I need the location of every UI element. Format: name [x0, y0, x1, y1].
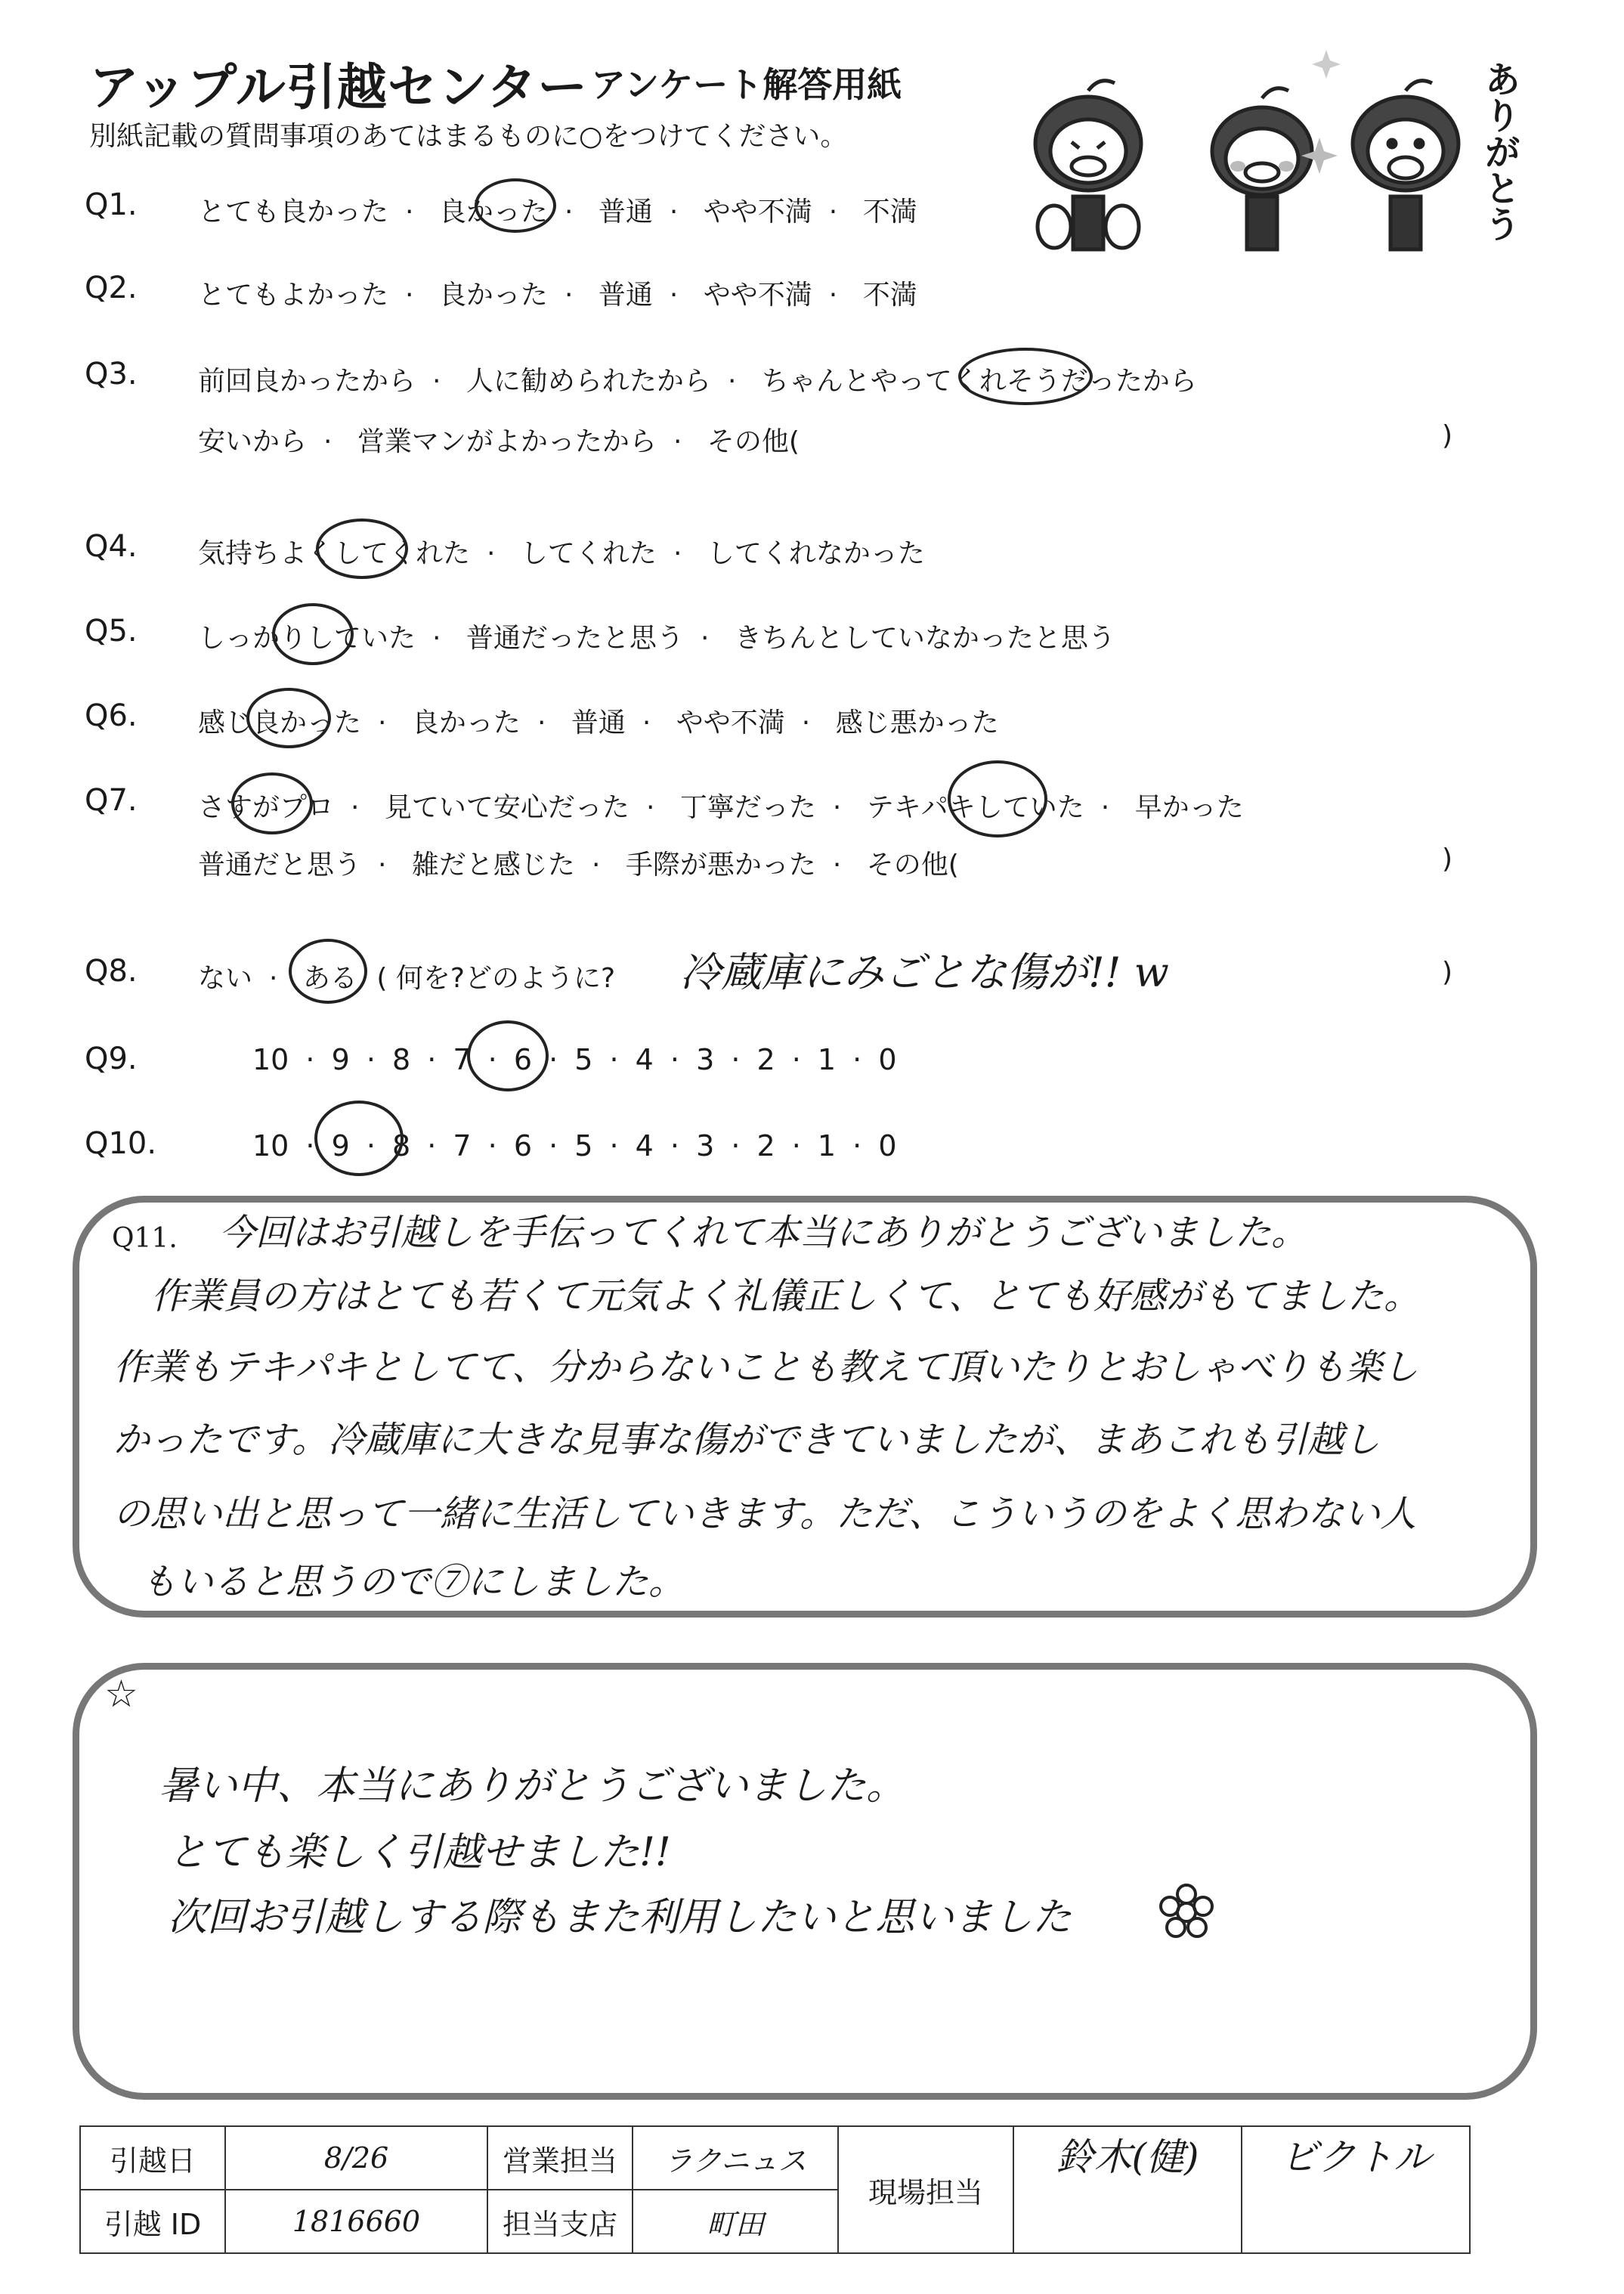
form-subtitle: アンケート解答用紙 — [591, 64, 902, 105]
q2-options: とてもよかった · 良かった · 普通 · やや不満 · 不満 — [198, 274, 917, 312]
q11-line: の思い出と思って一緒に生活していきます。ただ、こういうのをよく思わない人 — [113, 1493, 1417, 1535]
star-comment-box[interactable] — [73, 1663, 1537, 2100]
q9-label: Q9. — [85, 1042, 138, 1076]
q3-options-line1: 前回良かったから · 人に勧められたから · ちゃんとやってくれそうだったから — [198, 360, 1197, 398]
q10-scale[interactable]: 10 · 9 · 8 · 7 · 6 · 5 · 4 · 3 · 2 · 1 · 0 — [252, 1129, 897, 1162]
q6-selection-circle — [246, 688, 331, 748]
q8-option[interactable]: ない — [198, 963, 253, 994]
branch-label: 担当支店 — [487, 2190, 633, 2253]
q6-option[interactable]: 感じ良かった — [198, 707, 362, 738]
q1-label: Q1. — [85, 187, 138, 222]
q7-options-line1: さすがプロ · 見ていて安心だった · 丁寧だった · テキパキしていた · 早かった — [198, 786, 1244, 825]
q5-option[interactable]: きちんとしていなかったと思う — [734, 623, 1115, 654]
sales-value[interactable]: ラクニュス — [633, 2126, 838, 2190]
q7-option[interactable]: 早かった — [1134, 792, 1244, 823]
sparkle-icon — [1312, 50, 1341, 79]
q8-selection-circle — [289, 939, 367, 1004]
q4-options: 気持ちよくしてくれた · してくれた · してくれなかった — [198, 532, 925, 571]
q1-options: とても良かった · 良かった · 普通 · やや不満 · 不満 — [198, 190, 917, 229]
star-icon: ☆ — [104, 1672, 138, 1716]
q1-option[interactable]: やや不満 — [703, 197, 812, 228]
q1-selection-circle — [475, 178, 556, 233]
q3-option[interactable]: その他( — [707, 426, 800, 457]
q2-option[interactable]: 普通 — [598, 280, 653, 311]
q3-option[interactable]: 人に勧められたから — [466, 366, 711, 397]
q3-paren: ) — [1442, 420, 1453, 451]
q8-paren: ) — [1442, 957, 1453, 988]
q3-options-line2: 安いから · 営業マンがよかったから · その他( — [198, 420, 800, 459]
branch-value[interactable]: 町田 — [633, 2190, 838, 2253]
q2-option[interactable]: 不満 — [862, 280, 917, 311]
monkey-icon — [1212, 88, 1312, 249]
q7-option[interactable]: 手際が悪かった — [625, 850, 816, 881]
q6-label: Q6. — [85, 698, 138, 733]
q3-option[interactable]: 安いから — [198, 426, 308, 457]
q4-label: Q4. — [85, 529, 138, 564]
q4-selection-circle — [316, 519, 408, 579]
q7-paren: ) — [1442, 844, 1453, 875]
q11-line: 作業員の方はとても若くて元気よく礼儀正しくて、とても好感がもてました。 — [151, 1275, 1421, 1317]
q7-selection-circle — [948, 760, 1047, 837]
star-line: 次回お引越しする際もまた利用したいと思いました — [168, 1895, 1072, 1940]
q7-option[interactable]: 見ていて安心だった — [384, 792, 629, 823]
q4-option[interactable]: してくれた — [520, 538, 657, 569]
q11-line: かったです。冷蔵庫に大きな見事な傷ができていましたが、まあこれも引越し — [113, 1419, 1381, 1461]
q2-option[interactable]: とてもよかった — [198, 280, 389, 311]
form-instruction: 別紙記載の質問事項のあてはまるものに○をつけてください。 — [89, 121, 848, 152]
move-date-label: 引越日 — [80, 2126, 225, 2190]
star-line: とても楽しく引越せました!! — [168, 1830, 671, 1875]
q1-option[interactable]: 普通 — [598, 197, 653, 228]
q3-option[interactable]: 前回良かったから — [198, 366, 416, 397]
q10-selection-circle — [314, 1101, 404, 1176]
move-date-value[interactable]: 8/26 — [225, 2126, 487, 2190]
star-line: 暑い中、本当にありがとうございました。 — [159, 1763, 906, 1809]
monkey-icon — [1035, 81, 1141, 249]
q2-option[interactable]: やや不満 — [703, 280, 812, 311]
q1-option[interactable]: 良かった — [438, 197, 548, 228]
q5-option[interactable]: 普通だったと思う — [466, 623, 684, 654]
monkey-icon — [1353, 81, 1459, 249]
q8-options: ない · ある ( 何を?どのように? — [198, 957, 615, 995]
move-id-label: 引越 ID — [80, 2190, 225, 2253]
q8-label: Q8. — [85, 954, 138, 989]
q7-option[interactable]: テキパキしていた — [866, 792, 1084, 823]
q3-label: Q3. — [85, 357, 138, 392]
q7-options-line2: 普通だと思う · 雑だと感じた · 手際が悪かった · その他( — [198, 844, 959, 882]
q11-label: Q11. — [112, 1223, 178, 1254]
q7-option[interactable]: 丁寧だった — [679, 792, 816, 823]
q7-label: Q7. — [85, 783, 138, 818]
q7-selection-circle — [231, 772, 313, 834]
thanks-badge: ありがとう — [1478, 60, 1520, 242]
mascot-illustration — [990, 45, 1534, 265]
site-staff-2[interactable]: ビクトル — [1242, 2126, 1470, 2253]
q8-answer[interactable]: 冷蔵庫にみごとな傷が!! w — [680, 949, 1169, 996]
q5-selection-circle — [272, 603, 354, 665]
q1-option[interactable]: とても良かった — [198, 197, 389, 228]
q7-option[interactable]: さすがプロ — [198, 792, 335, 823]
q6-option[interactable]: 普通 — [571, 707, 626, 738]
q2-label: Q2. — [85, 271, 138, 305]
q11-line: もいると思うので⑦にしました。 — [141, 1561, 685, 1603]
q2-option[interactable]: 良かった — [438, 280, 548, 311]
site-label: 現場担当 — [838, 2126, 1013, 2253]
q10-label: Q10. — [85, 1126, 157, 1161]
form-title: アップル引越センター — [89, 58, 589, 116]
q5-option[interactable]: しっかりしていた — [198, 623, 416, 654]
q4-option[interactable]: してくれなかった — [707, 538, 925, 569]
move-id-value[interactable]: 1816660 — [225, 2190, 487, 2253]
q7-option[interactable]: その他( — [866, 850, 959, 881]
q11-line: 作業もテキパキとしてて、分からないことも教えて頂いたりとおしゃべりも楽し — [113, 1346, 1419, 1388]
q8-option[interactable]: ある — [302, 963, 357, 994]
q3-option[interactable]: ちゃんとやってくれそうだったから — [761, 366, 1197, 397]
q11-line: 今回はお引越しを手伝ってくれて本当にありがとうございました。 — [219, 1212, 1308, 1254]
q6-option[interactable]: 良かった — [411, 707, 521, 738]
q9-scale[interactable]: 10 · 9 · 8 · 7 · 6 · 5 · 4 · 3 · 2 · 1 · 0 — [252, 1043, 897, 1076]
q3-selection-circle — [958, 348, 1093, 405]
q6-options: 感じ良かった · 良かった · 普通 · やや不満 · 感じ悪かった — [198, 701, 999, 740]
q9-selection-circle — [467, 1020, 549, 1091]
q5-label: Q5. — [85, 614, 138, 649]
flower-icon — [1156, 1882, 1217, 1946]
q6-option[interactable]: 感じ悪かった — [835, 707, 999, 738]
q6-option[interactable]: やや不満 — [676, 707, 785, 738]
q7-option[interactable]: 普通だと思う — [198, 850, 362, 881]
sales-label: 営業担当 — [487, 2126, 633, 2190]
site-staff-1[interactable]: 鈴木(健) — [1013, 2126, 1242, 2253]
footer-info-table — [79, 2125, 1471, 2254]
q7-option[interactable]: 雑だと感じた — [411, 850, 575, 881]
q1-option[interactable]: 不満 — [862, 197, 917, 228]
q3-option[interactable]: 営業マンがよかったから — [357, 426, 657, 457]
q8-prompt: ( 何を?どのように? — [376, 963, 616, 994]
q5-options: しっかりしていた · 普通だったと思う · きちんとしていなかったと思う — [198, 617, 1115, 655]
q4-option[interactable]: 気持ちよくしてくれた — [198, 538, 471, 569]
